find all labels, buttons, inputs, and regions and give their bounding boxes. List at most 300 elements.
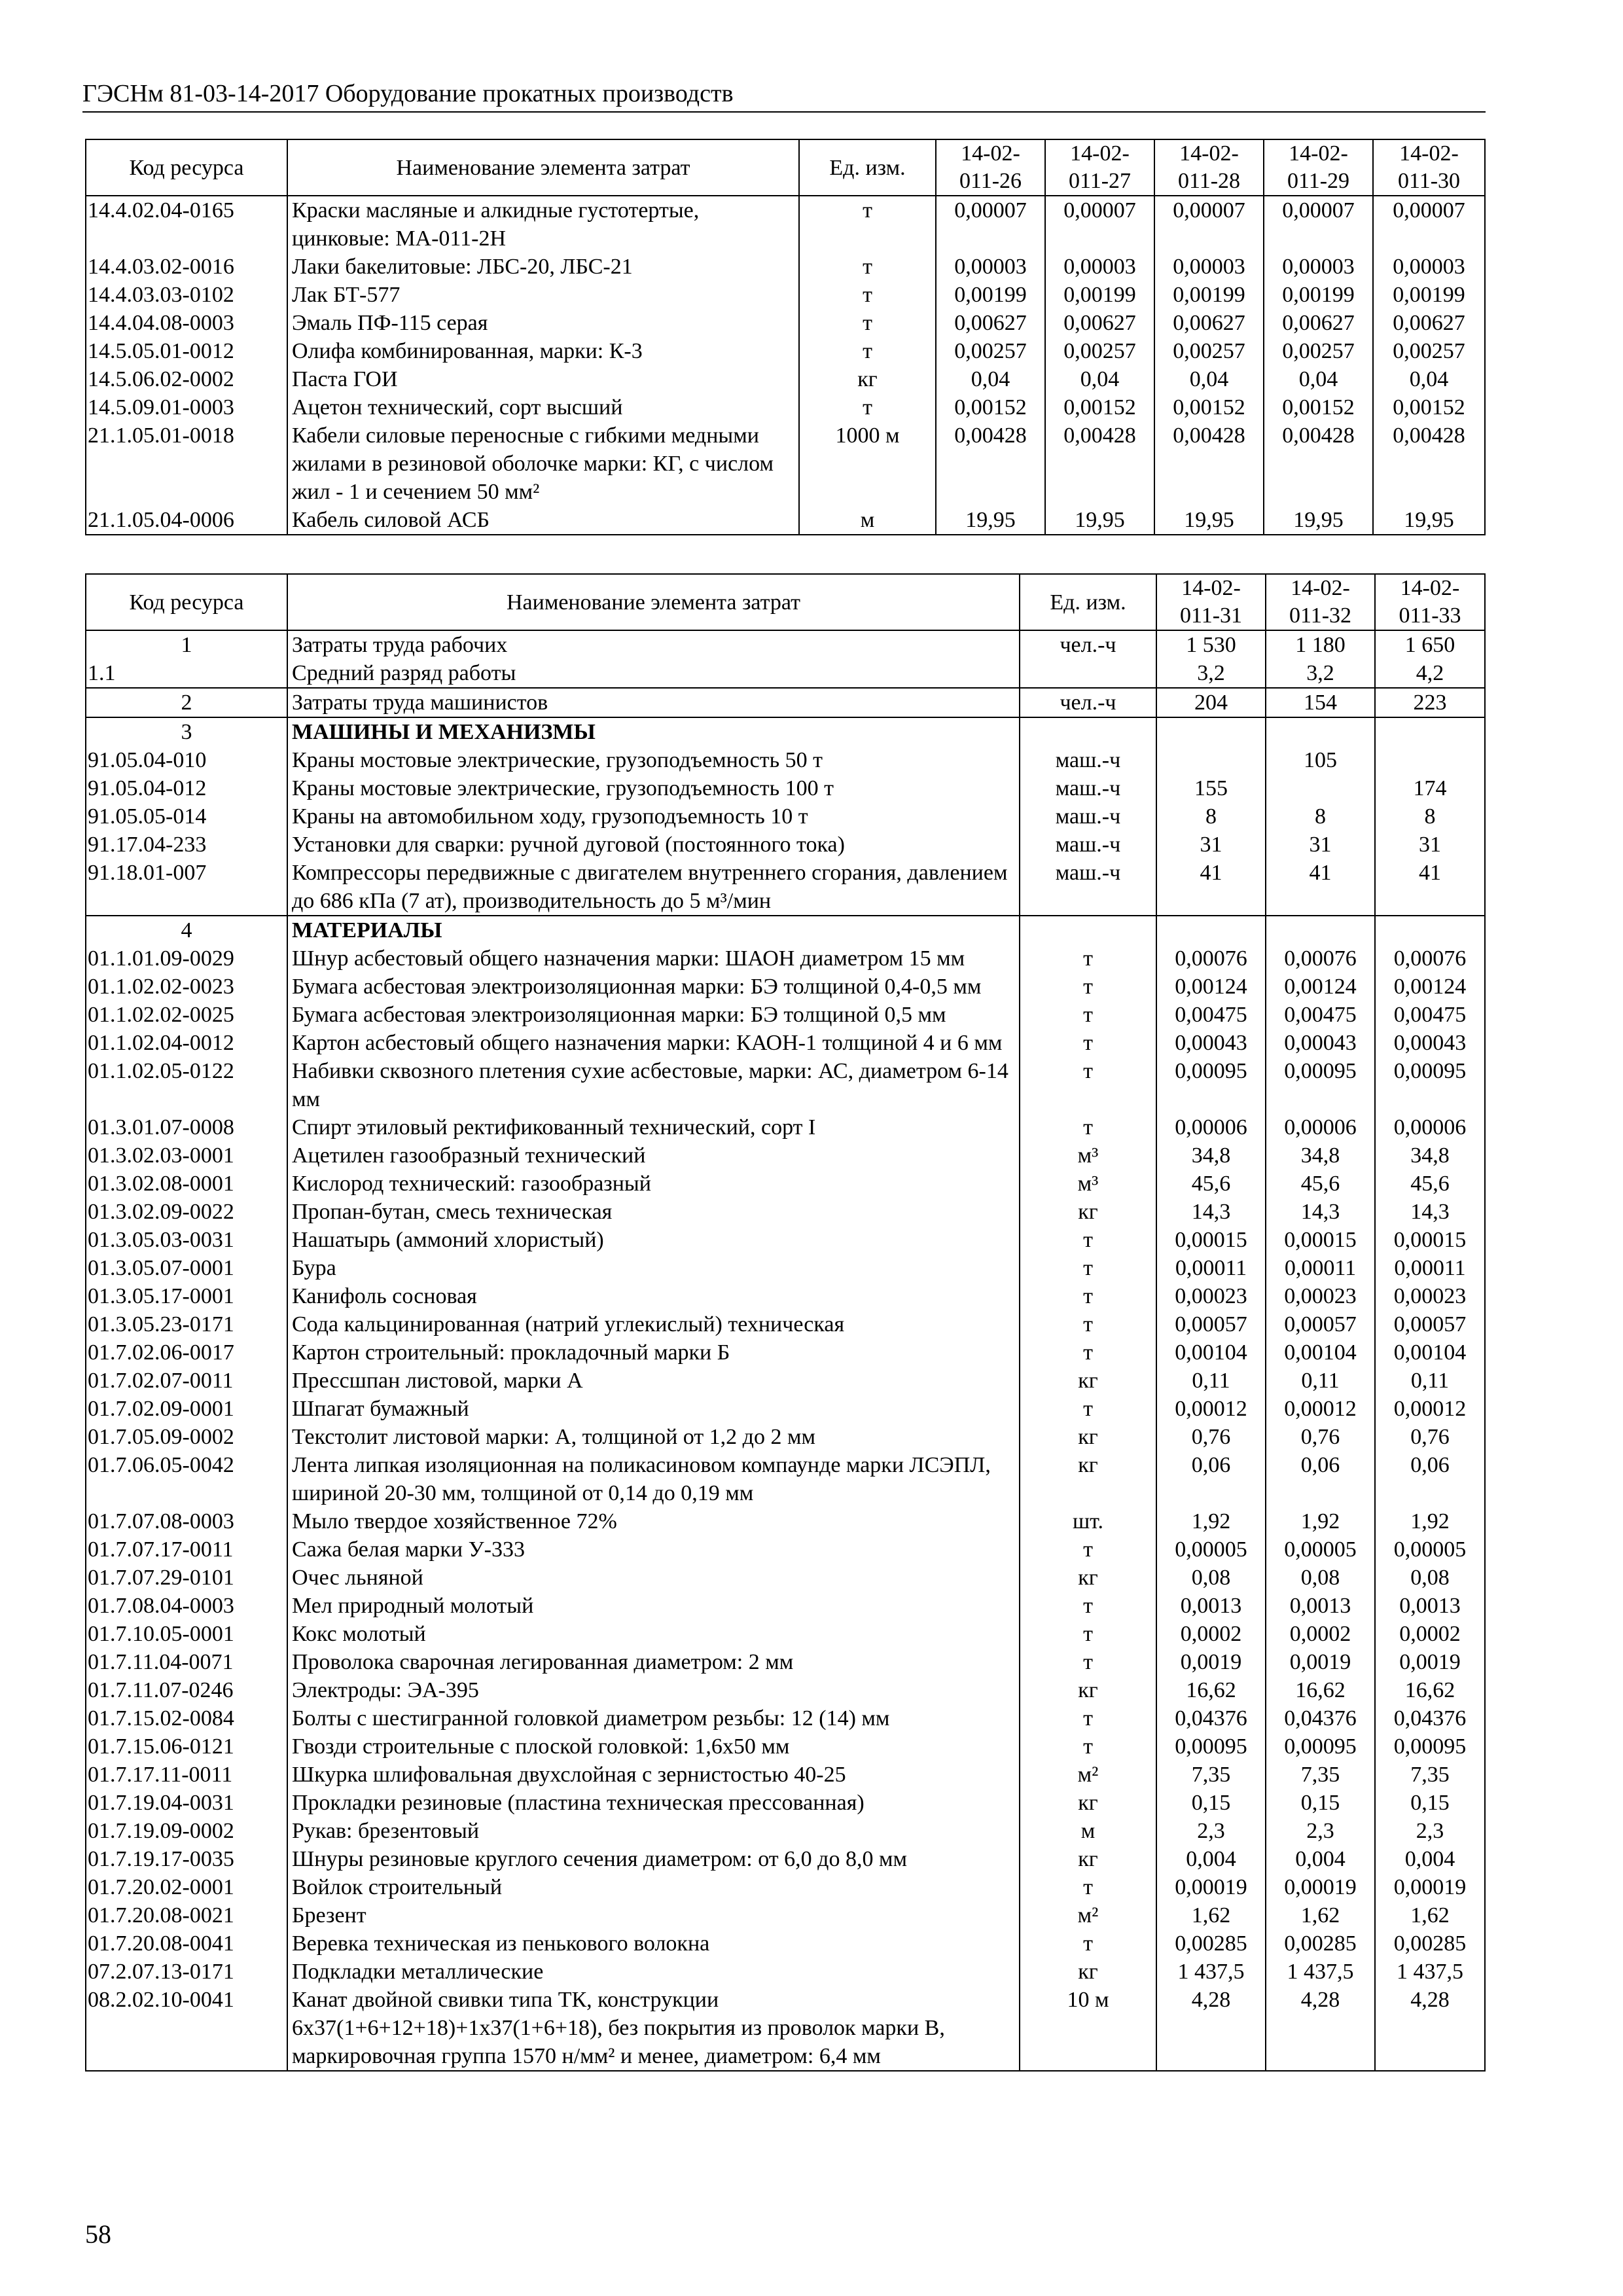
- resource-value: 31: [1266, 831, 1375, 859]
- resource-value: 0,04376: [1375, 1704, 1485, 1732]
- table-row: [86, 1451, 1485, 1507]
- resource-value: 31: [1156, 831, 1266, 859]
- resource-value: 0,00015: [1375, 1226, 1485, 1254]
- resource-value: 0,00428: [1373, 422, 1485, 506]
- resource-value: 2,3: [1375, 1817, 1485, 1845]
- page-number: 58: [85, 2219, 111, 2249]
- resource-value: 19,95: [1045, 506, 1154, 535]
- resource-code: 01.1.01.09-0029: [86, 944, 287, 973]
- resource-code: 07.2.07.13-0171: [86, 1958, 287, 1986]
- table-row: [86, 1310, 1485, 1338]
- resource-value: 0,0019: [1375, 1648, 1485, 1676]
- resource-value: [1266, 916, 1375, 944]
- resource-name: Краски масляные и алкидные густотертые, цинковые: МА-011-2Н: [287, 196, 799, 253]
- resource-value: 16,62: [1266, 1676, 1375, 1704]
- resource-name: Сажа белая марки У-333: [287, 1535, 1020, 1564]
- resource-value: 0,0002: [1375, 1620, 1485, 1648]
- resource-value: 1,62: [1156, 1901, 1266, 1929]
- resource-unit: кг: [1020, 1845, 1156, 1873]
- resource-unit: м²: [1020, 1761, 1156, 1789]
- resource-unit: м: [799, 506, 936, 535]
- resource-value: 223: [1375, 688, 1485, 717]
- resource-value: 0,00012: [1266, 1395, 1375, 1423]
- resource-code: 91.18.01-007: [86, 859, 287, 916]
- header-code: Код ресурса: [86, 574, 287, 630]
- table-row: [86, 1057, 1485, 1113]
- resource-code: 01.7.07.29-0101: [86, 1564, 287, 1592]
- resource-value: 0,00199: [1373, 281, 1485, 309]
- resource-code: 4: [86, 916, 287, 944]
- resource-value: 4,28: [1266, 1986, 1375, 2071]
- resource-value: 0,00627: [936, 309, 1045, 337]
- resource-unit: т: [1020, 1226, 1156, 1254]
- resource-code: 14.4.02.04-0165: [86, 196, 287, 253]
- resource-name: Компрессоры передвижные с двигателем внутреннего сгорания, давлением до 686 кПа (7 ат), производительность до 5 м³/мин: [287, 859, 1020, 916]
- resource-value: 0,00095: [1375, 1057, 1485, 1113]
- resource-unit: т: [1020, 1310, 1156, 1338]
- resource-value: 1 437,5: [1375, 1958, 1485, 1986]
- resource-value: 0,00011: [1375, 1254, 1485, 1282]
- header-unit: Ед. изм.: [1020, 574, 1156, 630]
- resource-unit: т: [799, 309, 936, 337]
- resource-value: [1375, 916, 1485, 944]
- resource-code: 01.3.01.07-0008: [86, 1113, 287, 1141]
- resource-value: 16,62: [1156, 1676, 1266, 1704]
- header-col: 14-02- 011-32: [1266, 574, 1375, 630]
- resource-name: Электроды: ЭА-395: [287, 1676, 1020, 1704]
- resource-value: 0,00007: [1264, 196, 1373, 253]
- header-unit: Ед. изм.: [799, 139, 936, 196]
- resource-value: 204: [1156, 688, 1266, 717]
- resource-value: 0,00152: [1045, 393, 1154, 422]
- resource-value: 0,00043: [1266, 1029, 1375, 1057]
- resource-value: [1156, 746, 1266, 774]
- resource-value: 0,00152: [936, 393, 1045, 422]
- resource-value: 0,00012: [1375, 1395, 1485, 1423]
- resource-value: 0,0002: [1266, 1620, 1375, 1648]
- resource-value: 0,00076: [1266, 944, 1375, 973]
- resource-name: Прессшпан листовой, марки А: [287, 1367, 1020, 1395]
- resource-code: 01.7.07.17-0011: [86, 1535, 287, 1564]
- resource-name: Болты с шестигранной головкой диаметром резьбы: 12 (14) мм: [287, 1704, 1020, 1732]
- resource-name: Бумага асбестовая электроизоляционная марки: БЭ толщиной 0,4-0,5 мм: [287, 973, 1020, 1001]
- resource-unit: маш.-ч: [1020, 831, 1156, 859]
- table-row: [86, 1901, 1485, 1929]
- resource-value: 3,2: [1266, 659, 1375, 688]
- resource-name: Бура: [287, 1254, 1020, 1282]
- table-row: [86, 717, 1485, 746]
- resource-value: 105: [1266, 746, 1375, 774]
- resource-unit: т: [799, 393, 936, 422]
- resource-value: 1,92: [1156, 1507, 1266, 1535]
- resource-value: 0,00152: [1264, 393, 1373, 422]
- resource-name: Брезент: [287, 1901, 1020, 1929]
- resource-value: 0,00019: [1156, 1873, 1266, 1901]
- header-name: Наименование элемента затрат: [287, 574, 1020, 630]
- resource-value: 0,04376: [1156, 1704, 1266, 1732]
- resource-code: 01.1.02.02-0025: [86, 1001, 287, 1029]
- resource-value: 0,00015: [1266, 1226, 1375, 1254]
- resource-value: 0,06: [1266, 1451, 1375, 1507]
- resource-unit: чел.-ч: [1020, 630, 1156, 659]
- resource-value: 0,04: [1373, 365, 1485, 393]
- header-name: Наименование элемента затрат: [287, 139, 799, 196]
- resource-value: 0,00043: [1156, 1029, 1266, 1057]
- resource-code: 14.5.06.02-0002: [86, 365, 287, 393]
- resource-unit: маш.-ч: [1020, 802, 1156, 831]
- resource-name: Гвозди строительные с плоской головкой: 1,6x50 мм: [287, 1732, 1020, 1761]
- resource-value: 0,00627: [1154, 309, 1264, 337]
- resource-name: Картон асбестовый общего назначения марки: КАОН-1 толщиной 4 и 6 мм: [287, 1029, 1020, 1057]
- resource-unit: т: [1020, 1535, 1156, 1564]
- resource-unit: м²: [1020, 1901, 1156, 1929]
- resource-code: 91.05.04-012: [86, 774, 287, 802]
- resource-value: [1156, 916, 1266, 944]
- resource-value: [1375, 717, 1485, 746]
- resource-value: 1,62: [1375, 1901, 1485, 1929]
- resource-unit: м: [1020, 1817, 1156, 1845]
- resource-value: 0,004: [1266, 1845, 1375, 1873]
- resource-value: 0,00199: [1045, 281, 1154, 309]
- resource-name: Краны на автомобильном ходу, грузоподъемность 10 т: [287, 802, 1020, 831]
- resource-name: Шкурка шлифовальная двухслойная с зернистостью 40-25: [287, 1761, 1020, 1789]
- resource-code: 01.3.02.08-0001: [86, 1170, 287, 1198]
- table-row: [86, 1873, 1485, 1901]
- table-row: [86, 1423, 1485, 1451]
- resource-code: 1.1: [86, 659, 287, 688]
- resource-value: 0,00076: [1375, 944, 1485, 973]
- resource-value: [1156, 717, 1266, 746]
- resource-value: 0,08: [1266, 1564, 1375, 1592]
- resource-name: Спирт этиловый ректификованный технический, сорт I: [287, 1113, 1020, 1141]
- resource-code: 01.3.05.17-0001: [86, 1282, 287, 1310]
- resource-value: 0,15: [1375, 1789, 1485, 1817]
- table-row: [86, 1226, 1485, 1254]
- resource-unit: т: [1020, 1592, 1156, 1620]
- resource-unit: кг: [1020, 1958, 1156, 1986]
- resource-unit: кг: [1020, 1564, 1156, 1592]
- resource-value: 0,76: [1266, 1423, 1375, 1451]
- table-row: [86, 1817, 1485, 1845]
- resource-value: 0,00124: [1156, 973, 1266, 1001]
- resource-value: 0,00076: [1156, 944, 1266, 973]
- table-row: [86, 1704, 1485, 1732]
- resource-value: 0,00003: [1154, 253, 1264, 281]
- resource-code: 14.4.03.02-0016: [86, 253, 287, 281]
- resource-value: 0,00023: [1156, 1282, 1266, 1310]
- resource-value: 4,28: [1156, 1986, 1266, 2071]
- resource-value: 0,00199: [1154, 281, 1264, 309]
- resource-value: 0,00006: [1156, 1113, 1266, 1141]
- resource-value: 0,0013: [1375, 1592, 1485, 1620]
- resource-name: Веревка техническая из пенькового волокна: [287, 1929, 1020, 1958]
- resource-value: 0,0019: [1156, 1648, 1266, 1676]
- resource-value: 0,00007: [1154, 196, 1264, 253]
- table-row: [86, 1845, 1485, 1873]
- resource-value: 8: [1266, 802, 1375, 831]
- table-row: [86, 422, 1485, 506]
- resource-name: Шнур асбестовый общего назначения марки: ШАОН диаметром 15 мм: [287, 944, 1020, 973]
- resource-value: 2,3: [1156, 1817, 1266, 1845]
- resource-value: 31: [1375, 831, 1485, 859]
- resource-code: 91.05.04-010: [86, 746, 287, 774]
- header-col: 14-02- 011-27: [1045, 139, 1154, 196]
- header-col: 14-02- 011-29: [1264, 139, 1373, 196]
- header-col: 14-02- 011-26: [936, 139, 1045, 196]
- resource-value: 19,95: [1154, 506, 1264, 535]
- resource-unit: кг: [1020, 1423, 1156, 1451]
- resource-value: 0,00057: [1156, 1310, 1266, 1338]
- resource-value: 0,00095: [1266, 1732, 1375, 1761]
- resource-value: 0,08: [1375, 1564, 1485, 1592]
- table-row: [86, 1254, 1485, 1282]
- resource-value: 0,76: [1375, 1423, 1485, 1451]
- resource-unit: т: [799, 253, 936, 281]
- resource-unit: кг: [1020, 1451, 1156, 1507]
- table-row: [86, 1732, 1485, 1761]
- resource-value: 0,00095: [1156, 1732, 1266, 1761]
- resource-code: 14.5.05.01-0012: [86, 337, 287, 365]
- resources-table-2: [85, 573, 1486, 2072]
- resource-code: 01.7.05.09-0002: [86, 1423, 287, 1451]
- header-col: 14-02- 011-28: [1154, 139, 1264, 196]
- resource-value: 1 437,5: [1266, 1958, 1375, 1986]
- resource-unit: т: [1020, 1929, 1156, 1958]
- resource-value: 0,04: [1154, 365, 1264, 393]
- table-row: [86, 196, 1485, 253]
- resource-code: 01.7.11.04-0071: [86, 1648, 287, 1676]
- resource-value: 0,00057: [1266, 1310, 1375, 1338]
- table-header-row: [86, 574, 1485, 630]
- table-row: [86, 774, 1485, 802]
- resource-name: Лак БТ-577: [287, 281, 799, 309]
- resource-code: 01.1.02.02-0023: [86, 973, 287, 1001]
- header-col: 14-02- 011-30: [1373, 139, 1485, 196]
- resource-value: 4,28: [1375, 1986, 1485, 2071]
- resource-code: 1: [86, 630, 287, 659]
- resource-code: 01.7.02.07-0011: [86, 1367, 287, 1395]
- resource-name: Лаки бакелитовые: ЛБС-20, ЛБС-21: [287, 253, 799, 281]
- table-row: [86, 746, 1485, 774]
- resource-value: 14,3: [1375, 1198, 1485, 1226]
- resource-name: Пропан-бутан, смесь техническая: [287, 1198, 1020, 1226]
- table-row: [86, 1620, 1485, 1648]
- table-row: [86, 1282, 1485, 1310]
- resource-name: Кислород технический: газообразный: [287, 1170, 1020, 1198]
- resource-unit: т: [1020, 1704, 1156, 1732]
- table-row: [86, 337, 1485, 365]
- resource-unit: т: [1020, 1732, 1156, 1761]
- resource-code: 01.1.02.05-0122: [86, 1057, 287, 1113]
- table-row: [86, 1761, 1485, 1789]
- resource-unit: маш.-ч: [1020, 774, 1156, 802]
- resource-code: 21.1.05.04-0006: [86, 506, 287, 535]
- resource-unit: т: [1020, 1057, 1156, 1113]
- table-row: [86, 659, 1485, 688]
- resource-value: 3,2: [1156, 659, 1266, 688]
- resource-name: Установки для сварки: ручной дуговой (постоянного тока): [287, 831, 1020, 859]
- resource-value: 0,00428: [936, 422, 1045, 506]
- resource-value: 0,00428: [1264, 422, 1373, 506]
- resource-unit: маш.-ч: [1020, 859, 1156, 916]
- resource-value: 0,08: [1156, 1564, 1266, 1592]
- resource-value: 0,00095: [1156, 1057, 1266, 1113]
- resource-value: 0,00285: [1375, 1929, 1485, 1958]
- resource-value: [1266, 717, 1375, 746]
- resource-value: 0,00627: [1045, 309, 1154, 337]
- resource-name: Кокс молотый: [287, 1620, 1020, 1648]
- resource-value: 154: [1266, 688, 1375, 717]
- table-row: [86, 1986, 1485, 2071]
- resource-unit: т: [1020, 1648, 1156, 1676]
- resource-code: 01.7.19.17-0035: [86, 1845, 287, 1873]
- table-row: [86, 1170, 1485, 1198]
- resource-code: 01.7.15.02-0084: [86, 1704, 287, 1732]
- resource-value: 0,00104: [1375, 1338, 1485, 1367]
- resource-value: 0,00007: [1373, 196, 1485, 253]
- resource-code: 14.4.04.08-0003: [86, 309, 287, 337]
- resource-value: 155: [1156, 774, 1266, 802]
- resource-value: 34,8: [1375, 1141, 1485, 1170]
- table-row: [86, 281, 1485, 309]
- resource-unit: [1020, 717, 1156, 746]
- resource-code: 14.5.09.01-0003: [86, 393, 287, 422]
- resource-value: 0,00012: [1156, 1395, 1266, 1423]
- resource-value: 34,8: [1156, 1141, 1266, 1170]
- table-row: [86, 1029, 1485, 1057]
- resource-value: 0,00011: [1266, 1254, 1375, 1282]
- resource-name: Проволока сварочная легированная диаметром: 2 мм: [287, 1648, 1020, 1676]
- resource-name: Мыло твердое хозяйственное 72%: [287, 1507, 1020, 1535]
- table-row: [86, 1507, 1485, 1535]
- resource-name: Сода кальцинированная (натрий углекислый) техническая: [287, 1310, 1020, 1338]
- resource-value: 0,00285: [1156, 1929, 1266, 1958]
- resource-value: 19,95: [1264, 506, 1373, 535]
- resource-name: Набивки сквозного плетения сухие асбестовые, марки: АС, диаметром 6-14 мм: [287, 1057, 1020, 1113]
- resource-value: 0,00124: [1375, 973, 1485, 1001]
- resource-code: 01.7.19.09-0002: [86, 1817, 287, 1845]
- resource-value: 0,11: [1266, 1367, 1375, 1395]
- resource-value: 14,3: [1266, 1198, 1375, 1226]
- resource-code: 01.7.08.04-0003: [86, 1592, 287, 1620]
- resource-value: 0,00257: [1264, 337, 1373, 365]
- resource-unit: маш.-ч: [1020, 746, 1156, 774]
- header-col: 14-02- 011-31: [1156, 574, 1266, 630]
- resource-name: МАТЕРИАЛЫ: [287, 916, 1020, 944]
- table-row: [86, 1141, 1485, 1170]
- resource-name: Лента липкая изоляционная на поликасиновом компаунде марки ЛСЭПЛ, шириной 20-30 мм, толщиной от 0,14 до 0,19 мм: [287, 1451, 1020, 1507]
- resource-unit: т: [1020, 1620, 1156, 1648]
- resource-name: Затраты труда машинистов: [287, 688, 1020, 717]
- resource-code: 01.7.06.05-0042: [86, 1451, 287, 1507]
- resource-unit: [1020, 916, 1156, 944]
- table-row: [86, 1929, 1485, 1958]
- resource-value: 174: [1375, 774, 1485, 802]
- resource-value: 41: [1156, 859, 1266, 916]
- table-row: [86, 1535, 1485, 1564]
- resource-unit: т: [1020, 973, 1156, 1001]
- resource-value: 0,04: [1264, 365, 1373, 393]
- resource-name: Канат двойной свивки типа ТК, конструкции 6x37(1+6+12+18)+1x37(1+6+18), без покрытия из проволок марки В, маркировочная группа 1570 н/мм² и менее, диаметром: 6,4 мм: [287, 1986, 1020, 2071]
- resource-value: 0,00257: [1373, 337, 1485, 365]
- resource-value: 0,00152: [1154, 393, 1264, 422]
- resource-value: 0,06: [1375, 1451, 1485, 1507]
- table-row: [86, 1113, 1485, 1141]
- document-title: ГЭСНм 81-03-14-2017 Оборудование прокатных производств: [82, 80, 734, 107]
- resource-value: 45,6: [1156, 1170, 1266, 1198]
- resource-value: 8: [1375, 802, 1485, 831]
- table-header-row: [86, 139, 1485, 196]
- resource-code: 21.1.05.01-0018: [86, 422, 287, 506]
- resource-value: 0,00104: [1266, 1338, 1375, 1367]
- table-row: [86, 1648, 1485, 1676]
- table-row: [86, 1564, 1485, 1592]
- resource-value: 0,00152: [1373, 393, 1485, 422]
- table-row: [86, 802, 1485, 831]
- resource-code: 01.7.02.06-0017: [86, 1338, 287, 1367]
- resource-unit: м³: [1020, 1170, 1156, 1198]
- resource-value: 0,00005: [1156, 1535, 1266, 1564]
- resource-name: Шнуры резиновые круглого сечения диаметром: от 6,0 до 8,0 мм: [287, 1845, 1020, 1873]
- resource-unit: т: [1020, 1029, 1156, 1057]
- resource-value: 0,00257: [1154, 337, 1264, 365]
- resource-name: Средний разряд работы: [287, 659, 1020, 688]
- resource-name: Войлок строительный: [287, 1873, 1020, 1901]
- resource-unit: м³: [1020, 1141, 1156, 1170]
- resource-value: 0,04: [1045, 365, 1154, 393]
- resource-value: 0,00124: [1266, 973, 1375, 1001]
- resource-unit: т: [1020, 944, 1156, 973]
- table-row: [86, 1001, 1485, 1029]
- resource-value: [1375, 746, 1485, 774]
- table-row: [86, 630, 1485, 659]
- resource-value: 1,62: [1266, 1901, 1375, 1929]
- resource-value: 0,04376: [1266, 1704, 1375, 1732]
- resource-unit: т: [1020, 1338, 1156, 1367]
- table-row: [86, 916, 1485, 944]
- resource-value: 34,8: [1266, 1141, 1375, 1170]
- resource-name: Картон строительный: прокладочный марки Б: [287, 1338, 1020, 1367]
- resource-unit: т: [799, 337, 936, 365]
- resource-value: 0,004: [1156, 1845, 1266, 1873]
- resource-code: 14.4.03.03-0102: [86, 281, 287, 309]
- resource-name: Шпагат бумажный: [287, 1395, 1020, 1423]
- resource-unit: 10 м: [1020, 1986, 1156, 2071]
- resource-unit: т: [799, 281, 936, 309]
- resource-code: 2: [86, 688, 287, 717]
- resource-name: Рукав: брезентовый: [287, 1817, 1020, 1845]
- resource-code: 01.1.02.04-0012: [86, 1029, 287, 1057]
- table-row: [86, 1789, 1485, 1817]
- header-code: Код ресурса: [86, 139, 287, 196]
- table-row: [86, 688, 1485, 717]
- resource-unit: кг: [1020, 1367, 1156, 1395]
- resource-value: 0,00095: [1375, 1732, 1485, 1761]
- resource-value: 0,00003: [1264, 253, 1373, 281]
- resource-name: Канифоль сосновая: [287, 1282, 1020, 1310]
- resource-unit: т: [1020, 1873, 1156, 1901]
- table-row: [86, 944, 1485, 973]
- resource-code: 01.3.05.07-0001: [86, 1254, 287, 1282]
- resources-table-1: [85, 139, 1486, 535]
- resource-code: 01.7.17.11-0011: [86, 1761, 287, 1789]
- resource-value: 0,00043: [1375, 1029, 1485, 1057]
- resource-name: МАШИНЫ И МЕХАНИЗМЫ: [287, 717, 1020, 746]
- resource-value: 0,00199: [1264, 281, 1373, 309]
- table-row: [86, 393, 1485, 422]
- resource-value: 0,00006: [1375, 1113, 1485, 1141]
- resource-unit: т: [1020, 1395, 1156, 1423]
